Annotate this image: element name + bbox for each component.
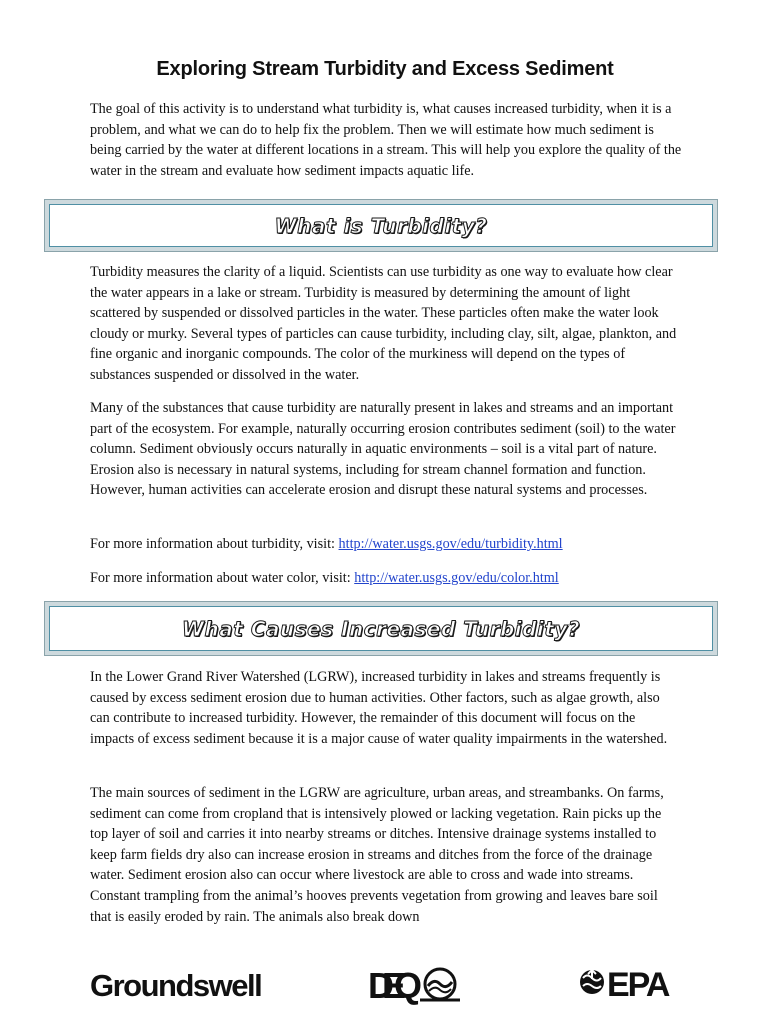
deq-logo [368,960,460,1006]
logo-text: DEQ [368,965,420,1006]
color-link-line [90,568,682,589]
link-prefix: For more information about turbidity, visit: [90,536,339,552]
epa-logo [578,960,678,1006]
groundswell-logo [90,960,272,1006]
logo-text: EPA [607,966,669,1004]
logo-text: Groundswell [90,968,262,1003]
turbidity-paragraph-2: Many of the substances that cause turbidity are naturally present in lakes and streams and an important part of the ecosystem. For example, naturally occurring erosion contributes sediment (soil) to the water column. Sediment obviously occurs naturally in aquatic environments – soil is a vital part of nature. Erosion also is necessary in natural systems, including for stream channel formation and function. However, human activities can accelerate erosion and disrupt these natural systems and processes. [90,400,676,499]
turbidity-link[interactable]: http://water.usgs.gov/edu/turbidity.html [338,536,563,552]
link-prefix: For more information about water color, visit: [90,570,355,586]
section-heading: What is Turbidity? [49,204,713,247]
page-title: Exploring Stream Turbidity and Excess Sediment [156,58,614,80]
section-banner-what-is-turbidity [44,199,718,252]
section-banner-what-causes [44,601,718,656]
causes-paragraph-1: In the Lower Grand River Watershed (LGRW), increased turbidity in lakes and streams frequently is caused by excess sediment erosion due to human activities. Other factors, such as algae growth, also can contribute to increased turbidity. However, the remainder of this document will focus on the impacts of excess sediment because it is a major cause of water quality impairments in the watershed. [90,669,668,747]
turbidity-link-line [90,534,682,555]
intro-paragraph: The goal of this activity is to understand what turbidity is, what causes increased turbidity, when it is a problem, and what we can do to help fix the problem. Then we will estimate how much sediment is being carried by the water at different locations in a stream. This will help you explore the quality of the water in the stream and evaluate how sediment impacts aquatic life. [90,101,682,179]
turbidity-paragraph-1: Turbidity measures the clarity of a liquid. Scientists can use turbidity as one way to evaluate how clear the water appears in a lake or stream. Turbidity is measured by determining the amount of light scattered by suspended or dissolved particles in the water. These particles often make the water look cloudy or murky. Several types of particles can cause turbidity, including clay, silt, algae, plankton, and fine organic and inorganic compounds. The color of the murkiness will depend on the types of substances suspended or dissolved in the water. [90,264,677,383]
section-heading: What Causes Increased Turbidity? [49,606,713,651]
causes-paragraph-2: The main sources of sediment in the LGRW are agriculture, urban areas, and streambanks. On farms, sediment can come from cropland that is intensively plowed or lacking vegetation. Rain picks up the top layer of soil and carries it into nearby streams or ditches. Intensive drainage systems installed to keep farm fields dry also can increase erosion in streams and ditches from the force of the drainage water. Sediment erosion also can occur where livestock are able to cross and wade into streams. Constant trampling from the animal’s hooves prevents vegetation from growing and leaves bare soil that is easily eroded by rain. The animals also break down [90,785,664,925]
color-link[interactable]: http://water.usgs.gov/edu/color.html [354,570,559,586]
